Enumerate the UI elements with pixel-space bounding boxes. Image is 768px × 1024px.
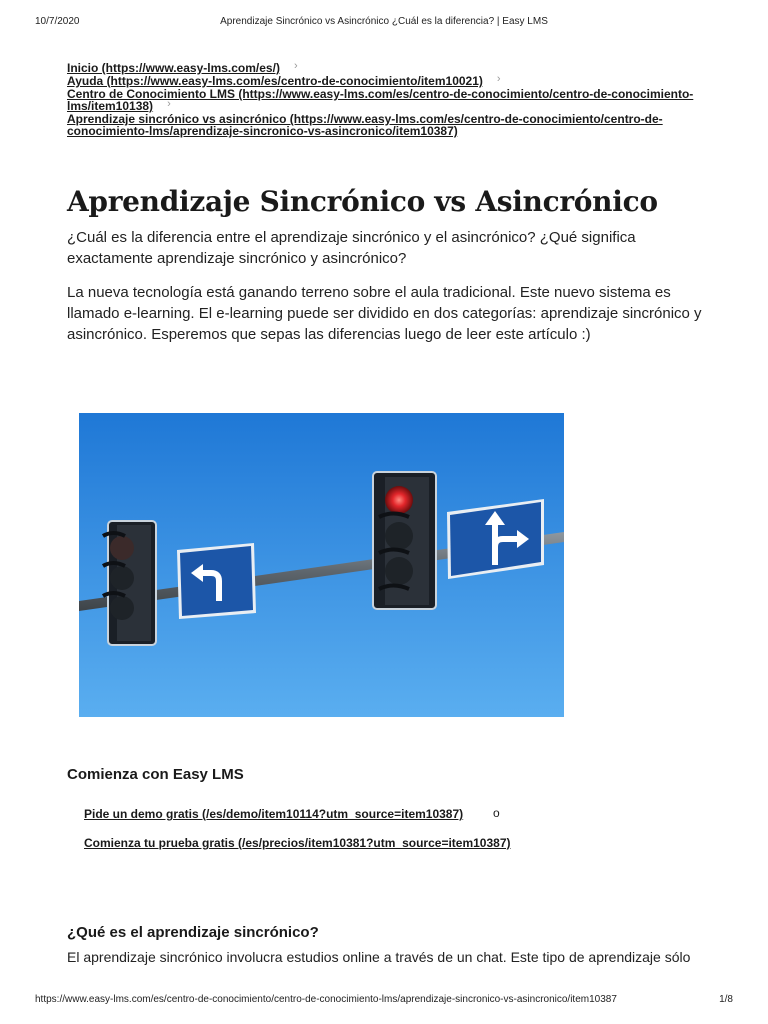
breadcrumb-link-inicio[interactable]: Inicio (https://www.easy-lms.com/es/) xyxy=(67,61,280,75)
right-traffic-light xyxy=(373,472,436,609)
print-page-title: Aprendizaje Sincrónico vs Asincrónico ¿Cuál es la diferencia? | Easy LMS xyxy=(220,16,548,27)
red-signal-light xyxy=(385,486,413,514)
chevron-right-icon: › xyxy=(496,73,501,85)
print-footer xyxy=(35,994,733,1008)
print-url: https://www.easy-lms.com/es/centro-de-conocimiento/centro-de-conocimiento-lms/aprendizaje-sincronico-vs-asincronico/item10387 xyxy=(35,994,617,1005)
breadcrumb-item-current xyxy=(67,113,707,137)
hero-image-traffic-lights xyxy=(79,413,564,717)
breadcrumb-link-current[interactable]: Aprendizaje sincrónico vs asincrónico (https://www.easy-lms.com/es/centro-de-conocimiento/centro-de-conocimiento-lms/aprendizaje-sincronico-vs-asincronico/item10387) xyxy=(67,112,663,138)
turn-left-sign xyxy=(177,543,256,619)
straight-or-right-sign xyxy=(447,499,544,579)
article-intro: La nueva tecnología está ganando terreno sobre el aula tradicional. Este nuevo sistema es llamado e-learning. El e-learning puede ser dividido en dos categorías: aprendizaje sincrónico y asincrónico. Esperemos que sepas las diferencias luego de leer este artículo :) xyxy=(67,284,702,343)
breadcrumb-item-centro xyxy=(67,88,707,113)
section-body-synchronous: El aprendizaje sincrónico involucra estudios online a través de un chat. Este tipo de aprendizaje sólo xyxy=(67,949,691,965)
cta-heading: Comienza con Easy LMS xyxy=(67,766,244,783)
left-traffic-light xyxy=(103,521,156,645)
or-separator: o xyxy=(493,806,500,820)
article-content xyxy=(67,62,707,345)
print-date: 10/7/2020 xyxy=(35,16,80,27)
breadcrumb xyxy=(67,62,707,137)
section-heading-synchronous: ¿Qué es el aprendizaje sincrónico? xyxy=(67,924,319,941)
page-title: Aprendizaje Sincrónico vs Asincrónico xyxy=(67,185,658,218)
chevron-right-icon: › xyxy=(167,98,171,110)
breadcrumb-link-ayuda[interactable]: Ayuda (https://www.easy-lms.com/es/centro-de-conocimiento/item10021) xyxy=(67,74,483,88)
traffic-lights-illustration xyxy=(79,413,564,717)
start-trial-link[interactable]: Comienza tu prueba gratis (/es/precios/item10381?utm_source=item10387) xyxy=(84,836,511,850)
print-header xyxy=(35,16,733,30)
article-subtitle: ¿Cuál es la diferencia entre el aprendizaje sincrónico y el asincrónico? ¿Qué significa exactamente aprendizaje sincrónico y asincrónico? xyxy=(67,229,636,267)
request-demo-link[interactable]: Pide un demo gratis (/es/demo/item10114?utm_source=item10387) xyxy=(84,807,464,821)
page-number: 1/8 xyxy=(719,994,733,1005)
chevron-right-icon: › xyxy=(293,60,298,72)
breadcrumb-link-centro[interactable]: Centro de Conocimiento LMS (https://www.easy-lms.com/es/centro-de-conocimiento/centro-de-conocimiento-lms/item10138) xyxy=(67,87,694,113)
